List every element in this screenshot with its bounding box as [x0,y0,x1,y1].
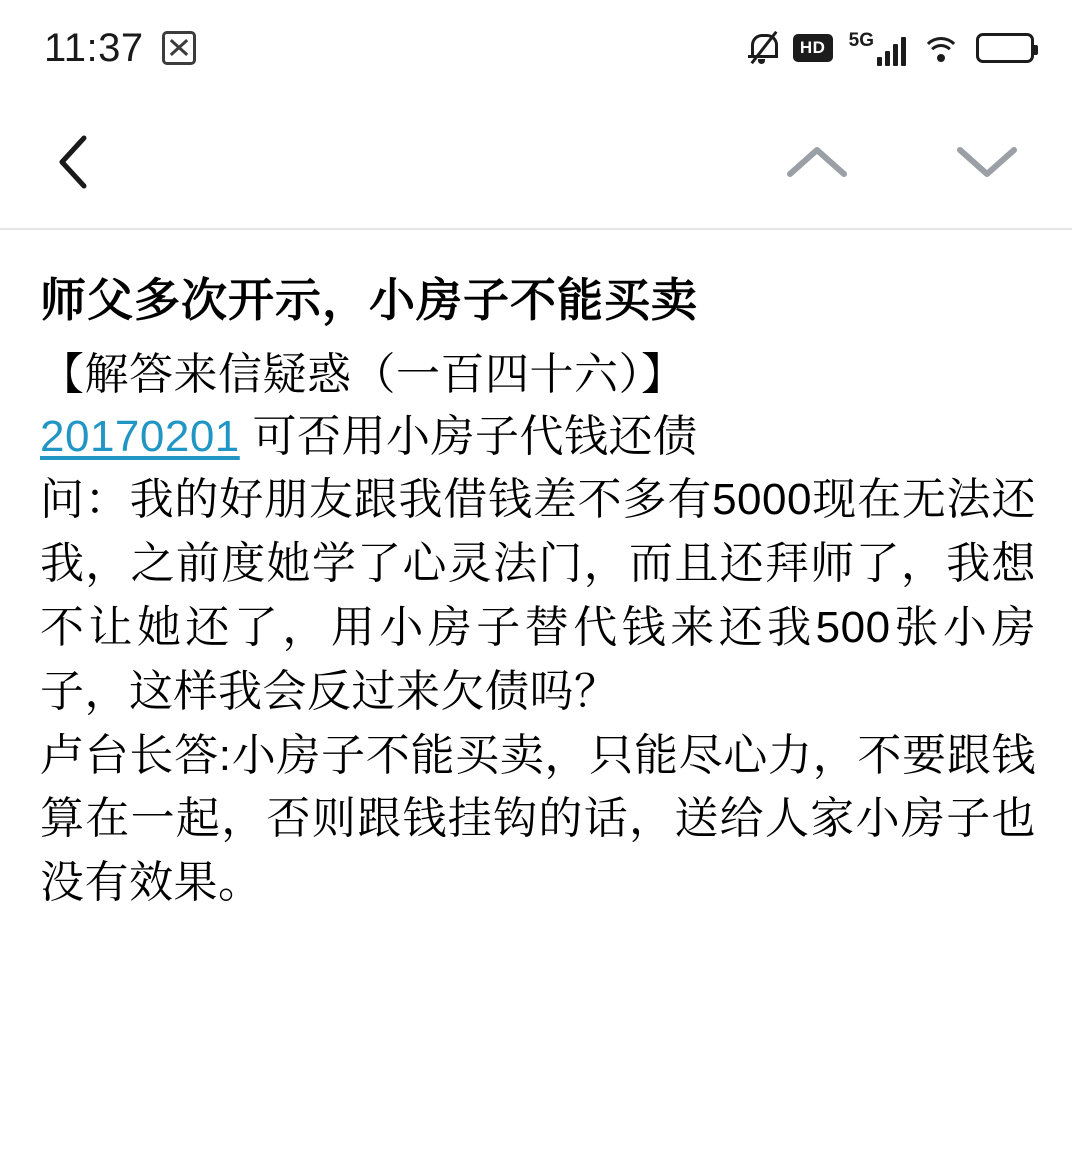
article-date-suffix: 可否用小房子代钱还债 [252,411,698,461]
bell-muted-icon [747,30,777,66]
chevron-down-icon[interactable] [954,137,1020,187]
signal-bars-icon [877,36,906,66]
back-chevron-icon[interactable] [44,132,104,192]
article-date-link[interactable]: 20170201 [40,411,240,461]
status-bar-right [747,30,1034,66]
scissors-app-icon [162,31,196,65]
nav-right-controls [784,137,1020,187]
hd-icon: HD [793,34,833,62]
article-answer: 卢台长答:小房子不能买卖，只能尽心力，不要跟钱算在一起，否则跟钱挂钩的话，送给人家小房子也没有效果。 [40,730,1036,908]
status-bar [0,0,1072,96]
article-subtitle: 【解答来信疑惑（一百四十六）】 [40,349,686,399]
battery-icon [976,33,1034,63]
chevron-up-icon[interactable] [784,137,850,187]
network-label: 5G [848,29,874,51]
wifi-icon [922,33,960,63]
article-date-line [40,406,1036,468]
article-title: 师父多次开示，小房子不能买卖 [40,274,698,326]
article-question: 问：我的好朋友跟我借钱差不多有5000现在无法还我，之前度她学了心灵法门，而且还拜师了，我想不让她还了，用小房子替代钱来还我500张小房子，这样我会反过来欠债吗？ [40,475,1036,716]
article-content [0,230,1072,915]
network-5g-icon [849,31,906,66]
navigation-bar [0,96,1072,230]
status-bar-left [44,26,196,71]
status-time: 11:37 [44,25,144,70]
